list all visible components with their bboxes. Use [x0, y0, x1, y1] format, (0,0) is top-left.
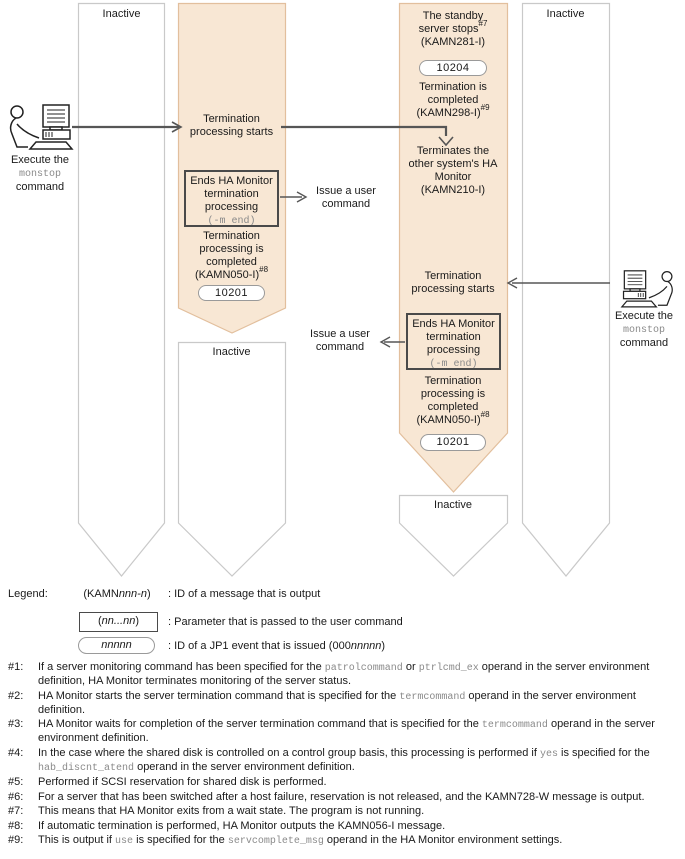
local-termination-starts: Termination processing starts	[189, 113, 274, 138]
footnote-8-label: #8:	[8, 819, 24, 832]
remote-standby-stops: The standby server stops$^{\#7}$ (KAMN281-I)	[418, 10, 488, 48]
footnotes	[8, 661, 682, 850]
label-remote-inactive-top: Inactive	[546, 8, 585, 20]
footnote-8-text: If automatic termination is performed, HA Monitor outputs the KAMN056-I message.	[38, 819, 446, 832]
local-termination-completed: Termination processing is completed (KAMN050-I)$^{\#8}$	[194, 230, 269, 281]
legend-parameter-desc: : Parameter that is passed to the user command	[168, 616, 403, 628]
footnote-4-label: #4:	[8, 746, 24, 759]
local-user-command-box: Ends HA Monitor termination processing (-m end)	[184, 170, 279, 227]
footnote-5-label: #5:	[8, 776, 24, 788]
footnote-6-text: For a server that has been switched after a host failure, reservation is not released, and the KAMN728-W message is output.	[38, 790, 645, 803]
footnote-7	[8, 805, 682, 818]
footnote-9-label: #9:	[8, 834, 24, 846]
footnote-5-text: Performed if SCSI reservation for shared disk is performed.	[38, 776, 327, 788]
footnote-3-text: HA Monitor waits for completion of the server termination command that is specified for the termcommand operand in the server environment definition.	[38, 718, 655, 744]
footnote-6	[8, 791, 682, 804]
footnote-7-text: This means that HA Monitor exits from a wait state. The program is not running.	[38, 805, 425, 817]
label-local-inactive-bottom: Inactive	[212, 346, 251, 358]
footnote-7-label: #7:	[8, 805, 24, 817]
legend-message-id-desc: : ID of a message that is output	[168, 588, 321, 600]
column-local-inactive-bottom	[179, 343, 286, 577]
remote-termination-starts: Termination processing starts	[411, 270, 495, 295]
footnote-1-text: If a server monitoring command has been specified for the patrolcommand or ptrlcmd_ex operand in the server environment definition, HA Monitor terminates monitoring of the server status.	[38, 661, 650, 687]
footnote-8	[8, 820, 682, 833]
remote-issue-user-command: Issue a user command	[310, 328, 370, 353]
legend-title: Legend:	[8, 588, 48, 600]
label-remote-inactive-bottom: Inactive	[434, 499, 472, 511]
remote-termination-completed: Termination processing is completed (KAMN050-I)$^{\#8}$	[416, 375, 490, 426]
column-local-inactive-top	[79, 4, 165, 577]
right-operator-icon	[622, 271, 672, 307]
footnote-6-label: #6:	[8, 790, 24, 803]
footnote-1	[8, 661, 682, 688]
legend-message-id-symbol: (KAMNnnn-n)	[83, 588, 151, 600]
local-issue-user-command: Issue a user command	[316, 185, 376, 210]
legend-jp1-event-symbol: nnnnn	[78, 637, 155, 654]
legend-parameter-symbol: (nn...nn)	[79, 612, 158, 632]
remote-termination-is-completed: Termination is completed (KAMN298-I)$^{\#9}$	[416, 81, 490, 119]
footnote-3	[8, 718, 682, 745]
legend-jp1-event-desc: : ID of a JP1 event that is issued (000nnnnn)	[168, 640, 386, 652]
remote-terminates-other-system: Terminates the other system's HA Monitor (KAMN210-I)	[408, 145, 498, 196]
left-operator-icon	[11, 105, 72, 149]
column-remote-inactive-top	[523, 4, 610, 577]
local-jp1-event-id: 10201	[198, 285, 265, 301]
footnote-1-label: #1:	[8, 661, 24, 673]
column-local-active-band	[179, 4, 286, 334]
label-local-inactive-top: Inactive	[102, 8, 141, 20]
left-operator-caption: Execute the monstop command	[10, 154, 70, 193]
footnote-4-text: In the case where the shared disk is controlled on a control group basis, this processing is performed if yes is specified for the hab_discnt_atend operand in the server environment definition.	[38, 746, 650, 774]
footnote-4	[8, 747, 682, 775]
remote-jp1-event-id-bottom: 10201	[420, 434, 486, 451]
remote-user-command-box: Ends HA Monitor termination processing (-m end)	[406, 313, 501, 370]
right-operator-caption: Execute the monstop command	[614, 310, 674, 349]
footnote-2-text: HA Monitor starts the server termination command that is specified for the termcommand operand in the server environment definition.	[38, 689, 636, 716]
footnote-9-text: This is output if use is specified for the servcomplete_msg operand in the HA Monitor environment settings.	[38, 834, 563, 847]
footnote-2-label: #2:	[8, 689, 24, 702]
footnote-2	[8, 690, 682, 717]
remote-jp1-event-id-top: 10204	[419, 60, 487, 76]
footnote-5	[8, 776, 682, 789]
footnote-3-label: #3:	[8, 718, 24, 730]
footnote-9	[8, 834, 682, 848]
